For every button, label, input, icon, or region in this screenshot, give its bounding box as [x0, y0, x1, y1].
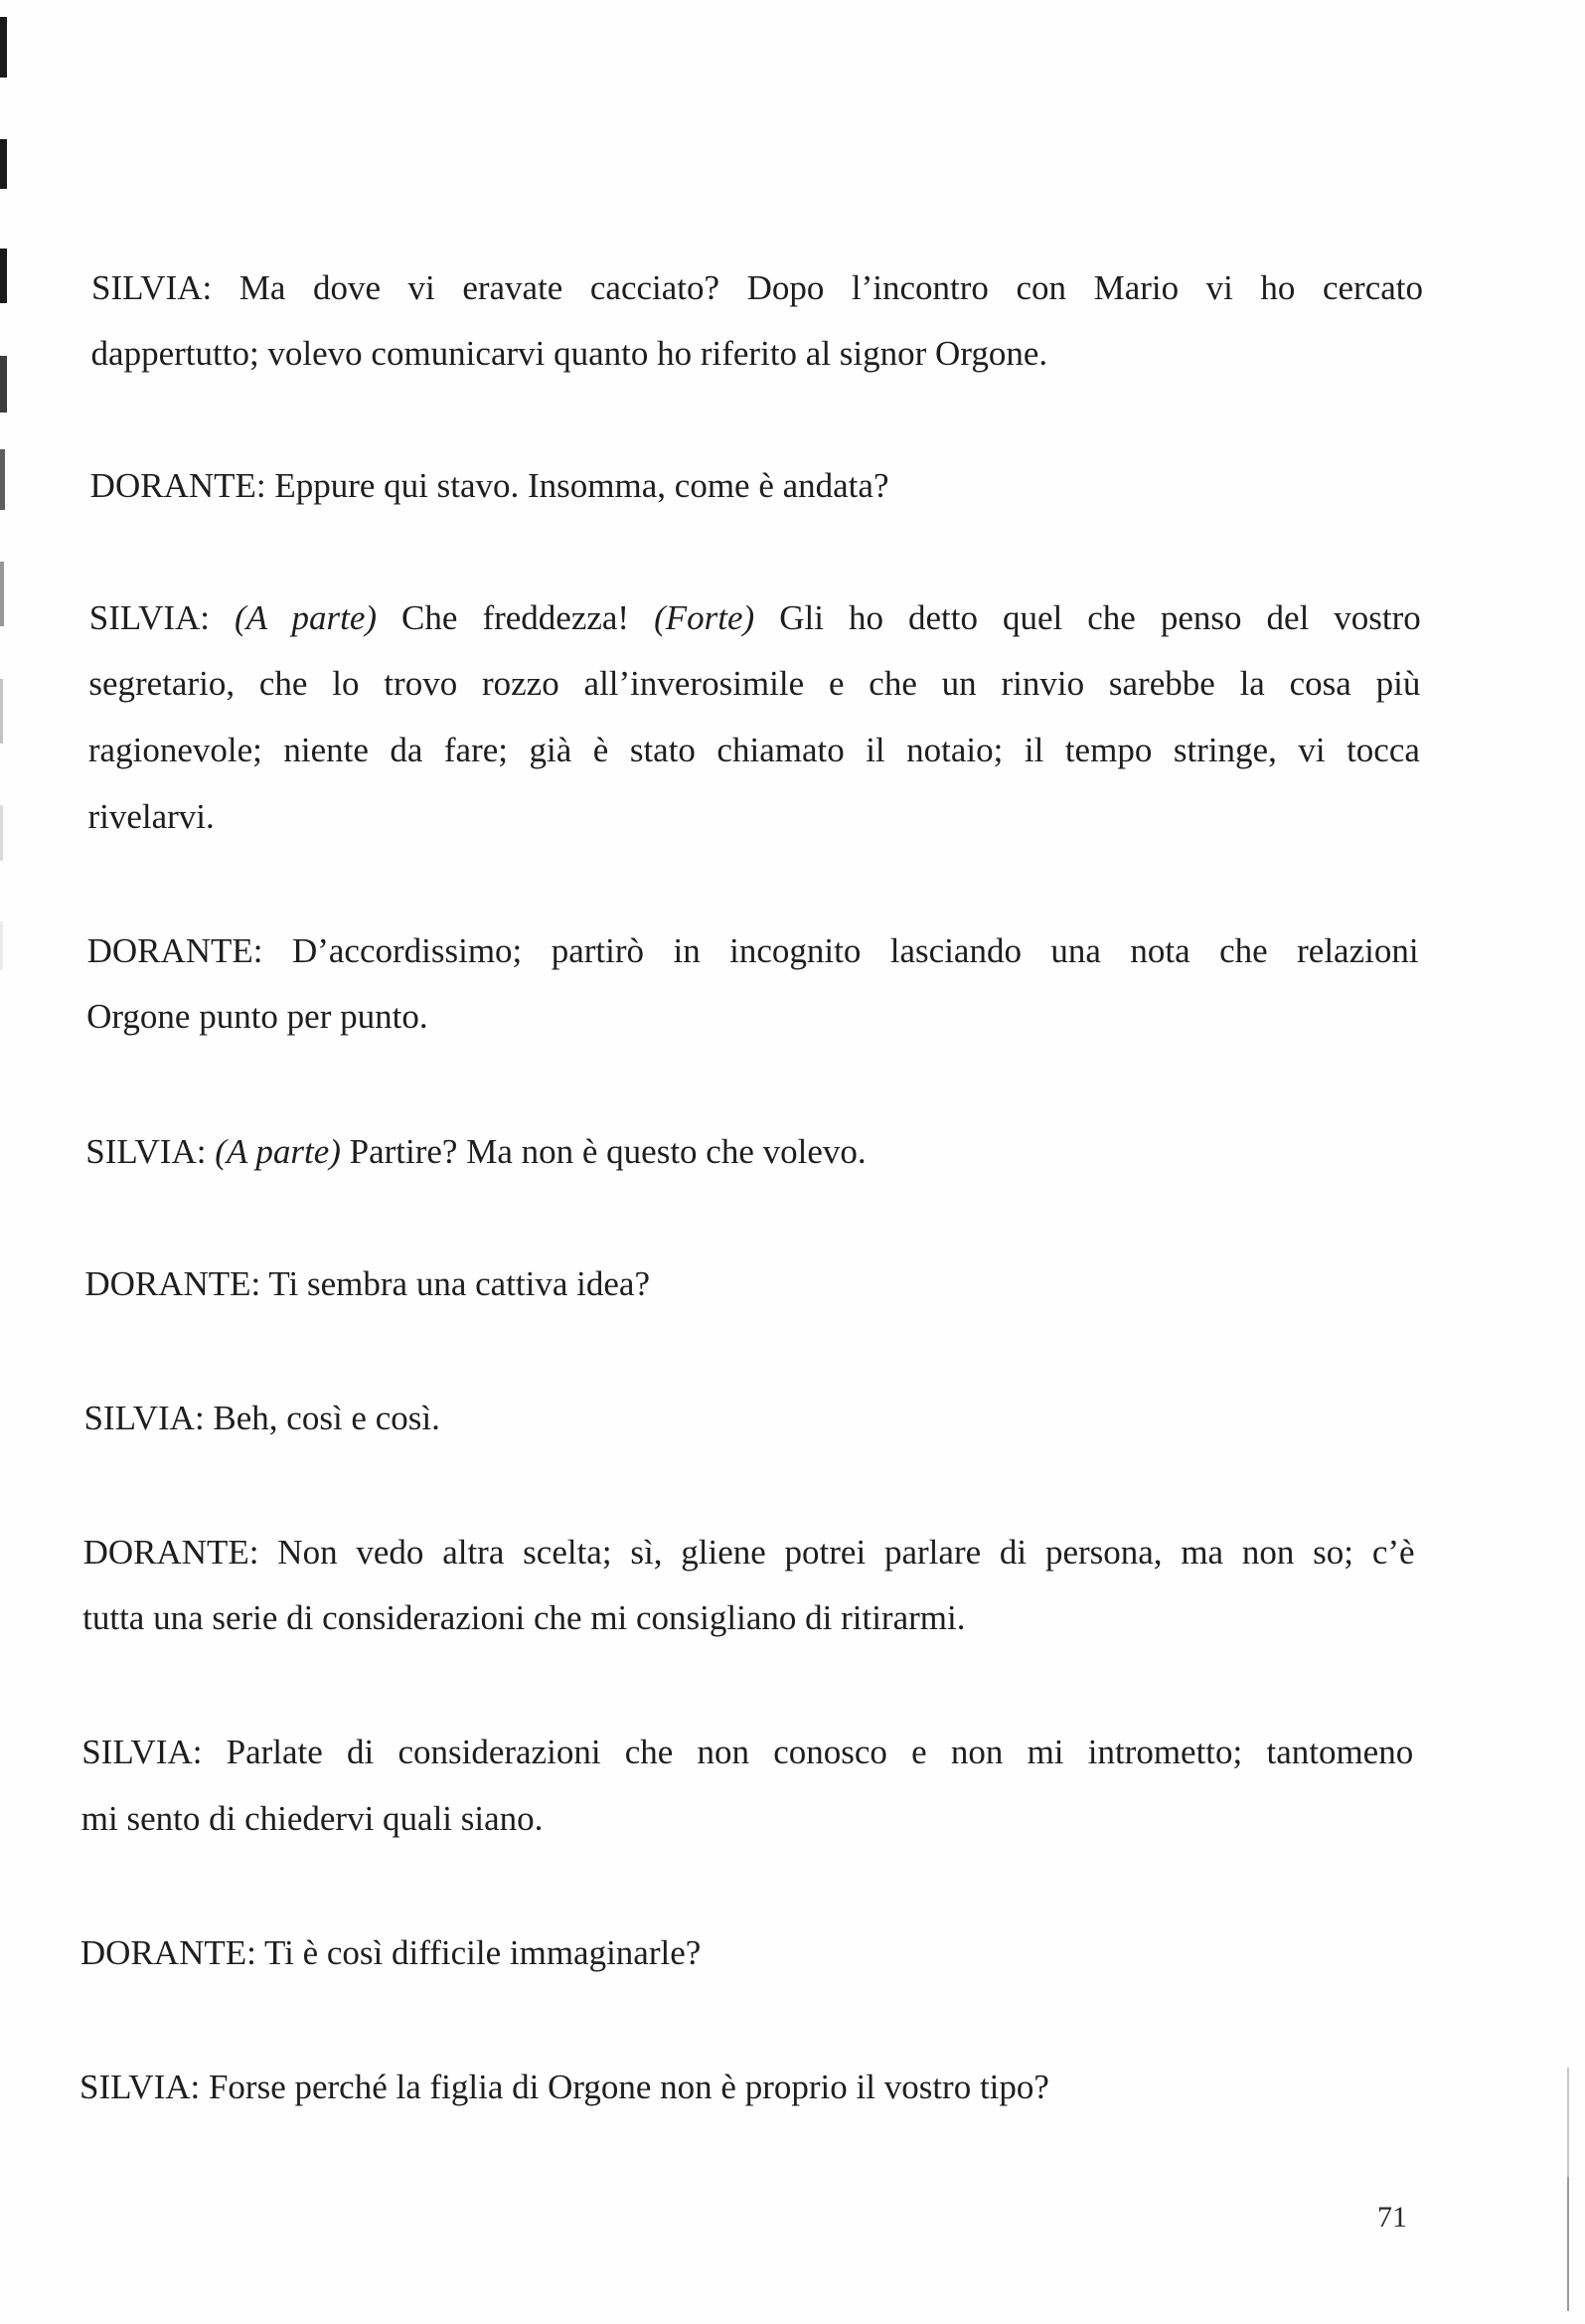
line-text: DORANTE: Non vedo altra scelta; sì, gliene potrei parlare di persona, ma non so; c’è — [82, 1533, 1415, 1572]
text-line — [81, 1799, 544, 1839]
page-number: 71 — [1377, 2201, 1407, 2234]
binding-mark — [0, 921, 3, 970]
line-text: Che freddezza! — [377, 598, 655, 637]
binding-mark — [0, 805, 3, 861]
line-text: ragionevole; niente da fare; già è stato chiamato il notaio; il tempo stringe, vi tocca — [87, 731, 1420, 769]
line-text: SILVIA: Parlate di considerazioni che non conosco e non mi intrometto; tantomeno — [81, 1733, 1414, 1771]
text-line — [82, 1598, 965, 1638]
text-line — [83, 1399, 439, 1438]
binding-mark — [0, 249, 7, 303]
text-line — [89, 598, 1421, 638]
page-edge-line — [1567, 2068, 1569, 2177]
line-text: SILVIA: — [88, 598, 236, 637]
line-text: segretario, che lo trovo rozzo all’inverosimile e che un rinvio sarebbe la cosa più — [88, 664, 1421, 703]
text-line — [80, 1933, 701, 1973]
line-text: mi sento di chiedervi quali siano. — [80, 1799, 544, 1838]
stage-direction: (Forte) — [654, 598, 755, 637]
text-line — [85, 1132, 866, 1172]
line-text: rivelarvi. — [87, 797, 215, 836]
binding-mark — [0, 17, 7, 78]
line-text: DORANTE: Ti sembra una cattiva idea? — [84, 1264, 650, 1303]
line-text: SILVIA: Forse perché la figlia di Orgone non è proprio il vostro tipo? — [79, 2068, 1049, 2106]
text-line — [91, 334, 1048, 374]
text-line — [91, 268, 1423, 308]
binding-mark — [0, 356, 7, 413]
page-edge-line — [1567, 2177, 1569, 2311]
line-text: SILVIA: Ma dove vi eravate cacciato? Dopo l’incontro con Mario vi ho cercato — [91, 268, 1423, 307]
line-text: SILVIA: — [85, 1132, 216, 1171]
stage-direction: (A parte) — [215, 1132, 341, 1171]
line-text: DORANTE: Ti è così difficile immaginarle? — [79, 1933, 702, 1972]
binding-mark — [0, 449, 5, 510]
text-line — [88, 664, 1420, 704]
text-line — [84, 1264, 650, 1304]
text-line — [83, 1533, 1415, 1573]
line-text: Orgone punto per punto. — [86, 997, 428, 1036]
line-text: dappertutto; volevo comunicarvi quanto ho riferito al signor Orgone. — [90, 334, 1048, 373]
text-line — [81, 1733, 1413, 1772]
line-text: DORANTE: Eppure qui stavo. Insomma, come è andata? — [89, 466, 889, 505]
text-line — [87, 931, 1419, 971]
text-line — [87, 797, 214, 837]
text-line — [90, 466, 889, 506]
line-text: tutta una serie di considerazioni che mi consigliano di ritirarmi. — [82, 1598, 966, 1637]
line-text: DORANTE: D’accordissimo; partirò in incognito lasciando una nota che relazioni — [86, 931, 1419, 970]
binding-mark — [0, 562, 4, 626]
stage-direction: (A parte) — [235, 598, 378, 637]
binding-mark — [0, 139, 7, 189]
line-text: Partire? Ma non è questo che volevo. — [340, 1132, 867, 1171]
text-line — [79, 2068, 1049, 2107]
text-line — [88, 731, 1420, 770]
text-line — [86, 997, 427, 1037]
line-text: Gli ho detto quel che penso del vostro — [754, 598, 1421, 637]
binding-mark — [0, 679, 3, 744]
line-text: SILVIA: Beh, così e così. — [83, 1399, 440, 1437]
